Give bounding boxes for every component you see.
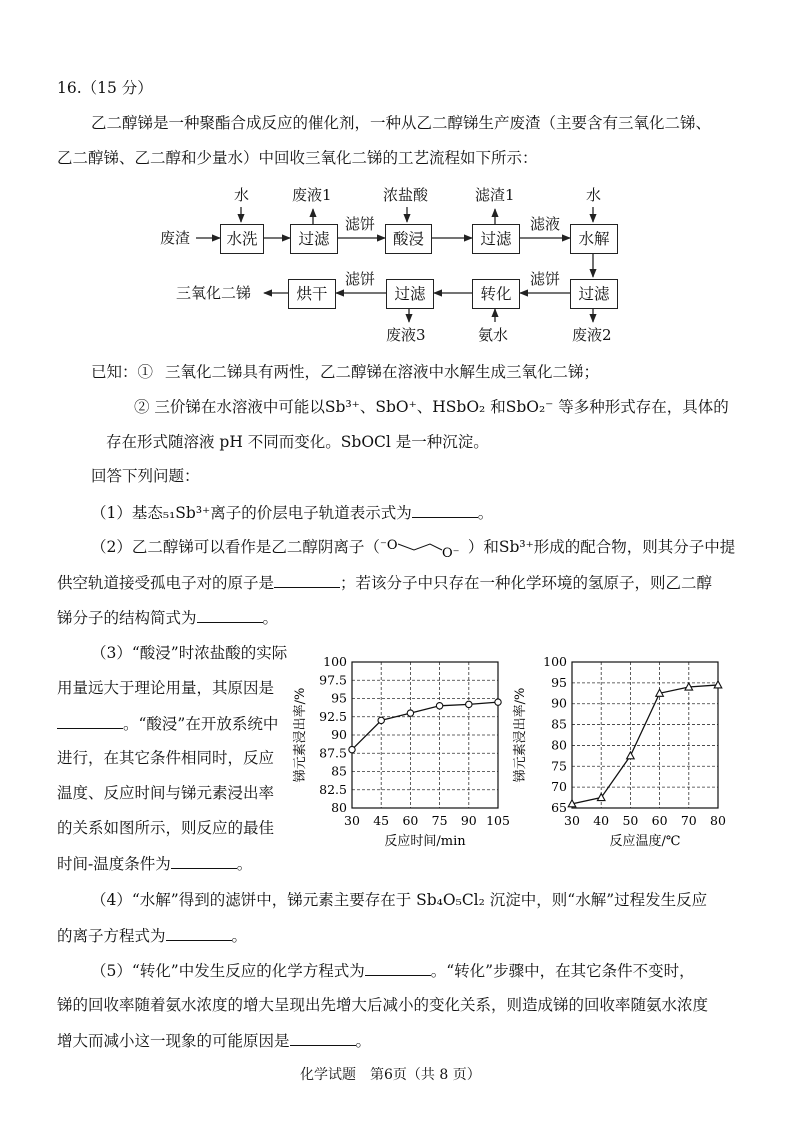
- answer-blank[interactable]: [197, 607, 263, 623]
- answer-blank[interactable]: [166, 925, 232, 941]
- y-tick-label: 87.5: [319, 745, 347, 761]
- q1-line: [91, 502, 493, 523]
- data-point: [436, 703, 442, 709]
- x-tick-label: 50: [622, 813, 639, 828]
- glycol-anion-structure: [380, 537, 468, 557]
- anion-o-right: O⁻: [441, 546, 460, 559]
- x-tick-label: 70: [680, 813, 697, 828]
- intro-line-2: 乙二醇锑、乙二醇和少量水）中回收三氧化二锑的工艺流程如下所示：: [57, 149, 538, 167]
- q3-line-6: 的关系如图所示，则反应的最佳: [57, 819, 275, 837]
- known-item-1: 三氧化二锑具有两性，乙二醇锑在溶液中水解生成三氧化二锑；: [165, 363, 600, 381]
- flow-start-label: 废渣: [160, 229, 191, 247]
- y-tick-label: 85: [331, 763, 347, 779]
- q3-text-7b: 。: [236, 855, 253, 873]
- answer-blank[interactable]: [274, 572, 340, 588]
- anion-o-left: ⁻O: [379, 538, 398, 553]
- answer-blank[interactable]: [171, 853, 237, 869]
- q2-line-1: [91, 537, 735, 557]
- plot-frame: [572, 662, 718, 808]
- x-tick-label: 45: [373, 813, 390, 828]
- label-residue-1: 滤渣1: [475, 186, 515, 204]
- y-tick-label: 70: [551, 779, 567, 795]
- answer-blank[interactable]: [57, 713, 123, 729]
- label-hcl: 浓盐酸: [383, 186, 429, 204]
- x-tick-label: 60: [402, 813, 419, 828]
- q3-line-7: [57, 853, 252, 874]
- flow-step-convert: 转化: [472, 279, 520, 309]
- y-tick-label: 85: [551, 716, 567, 732]
- y-tick-label: 65: [551, 800, 567, 815]
- q2-text-1b: ）和Sb³⁺形成的配合物，则其分子中提: [467, 538, 736, 556]
- q2-text-3b: 。: [262, 609, 279, 627]
- known-intro: 已知：①: [91, 363, 154, 381]
- answer-prompt: 回答下列问题：: [91, 467, 200, 485]
- data-point: [349, 746, 355, 752]
- y-tick-label: 75: [551, 758, 567, 774]
- answer-blank[interactable]: [412, 502, 478, 518]
- flow-step-hydrolysis: 水解: [570, 224, 618, 254]
- q4-line-2: [57, 925, 247, 946]
- label-waste-2: 废液2: [572, 326, 612, 344]
- y-tick-label: 100: [323, 654, 347, 669]
- answer-blank[interactable]: [365, 960, 431, 976]
- flow-step-filter-1: 过滤: [290, 224, 338, 254]
- q5-line-1: [91, 960, 695, 981]
- q3-text-7a: 时间-温度条件为: [57, 855, 171, 873]
- x-tick-label: 90: [460, 813, 477, 828]
- q4-line-1: （4）“水解”得到的滤饼中，锑元素主要存在于 Sb₄O₅Cl₂ 沉淀中，则“水解”过程发生反应: [91, 891, 708, 909]
- flow-step-dry: 烘干: [288, 279, 336, 309]
- y-tick-label: 80: [331, 800, 347, 815]
- data-point: [466, 701, 472, 707]
- x-tick-label: 40: [593, 813, 610, 828]
- y-axis-label: 锑元素浸出率/%: [293, 687, 308, 783]
- q3-line-3: [57, 713, 278, 734]
- q2-text-3a: 锑分子的结构简式为: [57, 609, 197, 627]
- y-axis-label: 锑元素浸出率/%: [513, 687, 528, 783]
- x-axis-label: 反应温度/℃: [609, 834, 681, 849]
- x-tick-label: 80: [710, 813, 726, 828]
- q3-line-5: 温度、反应时间与锑元素浸出率: [57, 784, 275, 802]
- chart-temperature-vs-leach-rate: [510, 650, 740, 860]
- x-tick-label: 60: [651, 813, 668, 828]
- q3-line-2: 用量远大于理论用量，其原因是: [57, 679, 275, 697]
- y-tick-label: 90: [551, 695, 567, 711]
- x-axis-label: 反应时间/min: [384, 834, 466, 849]
- x-tick-label: 105: [486, 813, 510, 828]
- known-item-2a: ② 三价锑在水溶液中可能以Sb³⁺、SbO⁺、HSbO₂ 和SbO₂⁻ 等多种形式存在，具体的: [134, 398, 729, 416]
- series-line: [352, 702, 498, 749]
- answer-blank[interactable]: [290, 1030, 356, 1046]
- label-water-1: 水: [234, 186, 250, 204]
- flow-end-label: 三氧化二锑: [176, 284, 252, 302]
- q2-line-3: [57, 607, 278, 628]
- y-tick-label: 82.5: [319, 781, 347, 797]
- y-tick-label: 92.5: [319, 708, 347, 724]
- q5-line-3: [57, 1030, 371, 1051]
- data-point: [714, 681, 722, 688]
- y-tick-label: 80: [551, 737, 567, 753]
- q1-end: 。: [477, 504, 494, 522]
- page-footer: 化学试题 第6页（共 8 页）: [300, 1067, 481, 1083]
- y-tick-label: 97.5: [319, 672, 347, 688]
- y-tick-label: 90: [331, 727, 347, 742]
- data-point: [627, 752, 635, 759]
- data-point: [407, 710, 413, 716]
- data-point: [378, 717, 384, 723]
- label-waste-1: 废液1: [292, 186, 332, 204]
- x-tick-label: 75: [431, 813, 448, 828]
- y-tick-label: 95: [551, 674, 567, 690]
- label-ammonia: 氨水: [478, 326, 509, 344]
- q2-text-2b: ；若该分子中只存在一种化学环境的氢原子，则乙二醇: [340, 574, 713, 592]
- data-point: [495, 699, 501, 705]
- x-tick-label: 30: [564, 813, 580, 828]
- x-tick-label: 30: [344, 813, 360, 828]
- label-filtrate: 滤液: [530, 215, 561, 233]
- q3-line-1: （3）“酸浸”时浓盐酸的实际: [91, 644, 288, 662]
- label-filter-cake-1: 滤饼: [345, 215, 376, 233]
- label-filter-cake-2: 滤饼: [345, 270, 376, 288]
- intro-line-1: 乙二醇锑是一种聚酯合成反应的催化剂，一种从乙二醇锑生产废渣（主要含有三氧化二锑、: [91, 114, 712, 132]
- y-tick-label: 95: [331, 690, 347, 706]
- label-water-2: 水: [586, 186, 602, 204]
- q5-line-2: 锑的回收率随着氨水浓度的增大呈现出先增大后减小的变化关系，则造成锑的回收率随氨水浓度: [57, 996, 709, 1014]
- flow-step-filter-3: 过滤: [570, 279, 618, 309]
- q4-text-2a: 的离子方程式为: [57, 927, 166, 945]
- q3-text-3b: 。“酸浸”在开放系统中: [123, 715, 279, 733]
- flow-step-filter-4: 过滤: [386, 279, 434, 309]
- q2-text-1a: （2）乙二醇锑可以看作是乙二醇阴离子（: [91, 538, 380, 556]
- q3-line-4: 进行，在其它条件相同时，反应: [57, 749, 275, 767]
- q5-text-3b: 。: [355, 1032, 372, 1050]
- q5-text-3a: 增大而减小这一现象的可能原因是: [57, 1032, 290, 1050]
- flow-step-acid-leach: 酸浸: [385, 224, 432, 254]
- flow-step-wash: 水洗: [220, 224, 264, 254]
- label-waste-3: 废液3: [386, 326, 426, 344]
- q1-text: （1）基态₅₁Sb³⁺离子的价层电子轨道表示式为: [91, 504, 412, 522]
- q2-text-2a: 供空轨道接受孤电子对的原子是: [57, 574, 275, 592]
- chart-time-vs-leach-rate: [290, 650, 520, 860]
- known-item-2b: 存在形式随溶液 pH 不同而变化。SbOCl 是一种沉淀。: [106, 433, 489, 451]
- q5-text-1a: （5）“转化”中发生反应的化学方程式为: [91, 962, 365, 980]
- q5-text-1b: 。“转化”步骤中，在其它条件不变时，: [430, 962, 695, 980]
- series-line: [572, 685, 718, 804]
- question-header: 16.（15 分）: [57, 79, 153, 97]
- y-tick-label: 100: [543, 654, 567, 669]
- label-filter-cake-3: 滤饼: [530, 270, 561, 288]
- q4-text-2b: 。: [231, 927, 248, 945]
- flow-step-filter-2: 过滤: [472, 224, 520, 254]
- q2-line-2: [57, 572, 712, 593]
